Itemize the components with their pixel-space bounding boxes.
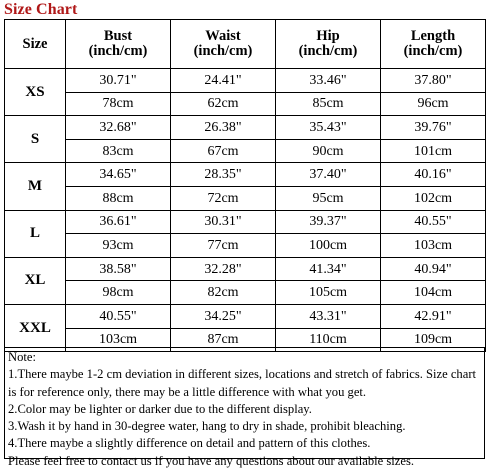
length-inch-cell: 39.76" xyxy=(381,116,486,140)
length-cm-cell: 109cm xyxy=(381,328,486,352)
length-cm-cell: 101cm xyxy=(381,139,486,163)
table-row xyxy=(5,163,486,187)
waist-inch-cell: 34.25" xyxy=(171,304,276,328)
hip-inch-cell: 41.34" xyxy=(276,257,381,281)
header-bust xyxy=(66,20,171,69)
notes-heading: Note: xyxy=(8,350,36,364)
length-cm-cell: 103cm xyxy=(381,234,486,258)
hip-inch-cell: 39.37" xyxy=(276,210,381,234)
size-label: L xyxy=(5,210,66,257)
bust-inch-cell: 34.65" xyxy=(66,163,171,187)
size-table-body xyxy=(5,69,486,352)
hip-inch-cell: 35.43" xyxy=(276,116,381,140)
length-inch-cell: 40.55" xyxy=(381,210,486,234)
table-row xyxy=(5,210,486,234)
table-row xyxy=(5,304,486,328)
waist-cm-cell: 77cm xyxy=(171,234,276,258)
bust-inch-cell: 32.68" xyxy=(66,116,171,140)
header-length xyxy=(381,20,486,69)
table-row xyxy=(5,139,486,163)
length-cm-cell: 96cm xyxy=(381,92,486,116)
note-line-2: 2.Color may be lighter or darker due to the different display. xyxy=(8,401,312,416)
waist-inch-cell: 28.35" xyxy=(171,163,276,187)
length-cm-cell: 102cm xyxy=(381,186,486,210)
notes-box xyxy=(4,347,485,468)
note-line-1: 1.There maybe 1-2 cm deviation in different sizes, locations and stretch of fabrics. Size chart is for reference only, there may be a little difference with what you get. xyxy=(8,367,477,399)
table-row xyxy=(5,186,486,210)
note-line-3: 3.Wash it by hand in 30-degree water, hang to dry in shade, prohibit bleaching. xyxy=(8,419,406,434)
length-inch-cell: 40.94" xyxy=(381,257,486,281)
bust-cm-cell: 98cm xyxy=(66,281,171,305)
table-row xyxy=(5,234,486,258)
length-inch-cell: 42.91" xyxy=(381,304,486,328)
waist-inch-cell: 30.31" xyxy=(171,210,276,234)
header-size: Size xyxy=(5,20,66,69)
hip-inch-cell: 37.40" xyxy=(276,163,381,187)
size-label: XXL xyxy=(5,304,66,351)
waist-inch-cell: 26.38" xyxy=(171,116,276,140)
header-hip-unit: (inch/cm) xyxy=(298,43,358,59)
waist-inch-cell: 24.41" xyxy=(171,69,276,93)
waist-cm-cell: 87cm xyxy=(171,328,276,352)
waist-cm-cell: 62cm xyxy=(171,92,276,116)
table-row xyxy=(5,92,486,116)
hip-cm-cell: 90cm xyxy=(276,139,381,163)
bust-cm-cell: 103cm xyxy=(66,328,171,352)
header-bust-label: Bust xyxy=(103,28,133,44)
hip-cm-cell: 95cm xyxy=(276,186,381,210)
header-waist-unit: (inch/cm) xyxy=(193,43,253,59)
length-inch-cell: 40.16" xyxy=(381,163,486,187)
length-inch-cell: 37.80" xyxy=(381,69,486,93)
header-length-unit: (inch/cm) xyxy=(403,43,463,59)
header-hip-label: Hip xyxy=(316,28,340,44)
length-cm-cell: 104cm xyxy=(381,281,486,305)
waist-inch-cell: 32.28" xyxy=(171,257,276,281)
hip-cm-cell: 85cm xyxy=(276,92,381,116)
table-row xyxy=(5,281,486,305)
header-bust-unit: (inch/cm) xyxy=(88,43,148,59)
table-row xyxy=(5,69,486,93)
bust-cm-cell: 78cm xyxy=(66,92,171,116)
size-label: XL xyxy=(5,257,66,304)
note-line-5: Please feel free to contact us if you have any questions about our available sizes. xyxy=(8,453,415,468)
waist-cm-cell: 72cm xyxy=(171,186,276,210)
hip-inch-cell: 33.46" xyxy=(276,69,381,93)
hip-cm-cell: 105cm xyxy=(276,281,381,305)
bust-inch-cell: 30.71" xyxy=(66,69,171,93)
bust-inch-cell: 38.58" xyxy=(66,257,171,281)
header-waist-label: Waist xyxy=(205,28,241,44)
size-chart-title: Size Chart xyxy=(4,1,78,18)
header-hip xyxy=(276,20,381,69)
size-chart-table xyxy=(4,19,486,352)
waist-cm-cell: 82cm xyxy=(171,281,276,305)
note-line-4: 4.There maybe a slightly difference on detail and pattern of this clothes. xyxy=(8,436,371,451)
bust-inch-cell: 40.55" xyxy=(66,304,171,328)
bust-cm-cell: 93cm xyxy=(66,234,171,258)
waist-cm-cell: 67cm xyxy=(171,139,276,163)
header-waist xyxy=(171,20,276,69)
hip-inch-cell: 43.31" xyxy=(276,304,381,328)
table-row xyxy=(5,116,486,140)
header-length-label: Length xyxy=(410,28,456,44)
size-label: M xyxy=(5,163,66,210)
hip-cm-cell: 110cm xyxy=(276,328,381,352)
size-label: S xyxy=(5,116,66,163)
bust-cm-cell: 88cm xyxy=(66,186,171,210)
bust-cm-cell: 83cm xyxy=(66,139,171,163)
size-label: XS xyxy=(5,69,66,116)
bust-inch-cell: 36.61" xyxy=(66,210,171,234)
header-row xyxy=(5,20,486,69)
hip-cm-cell: 100cm xyxy=(276,234,381,258)
table-row xyxy=(5,257,486,281)
